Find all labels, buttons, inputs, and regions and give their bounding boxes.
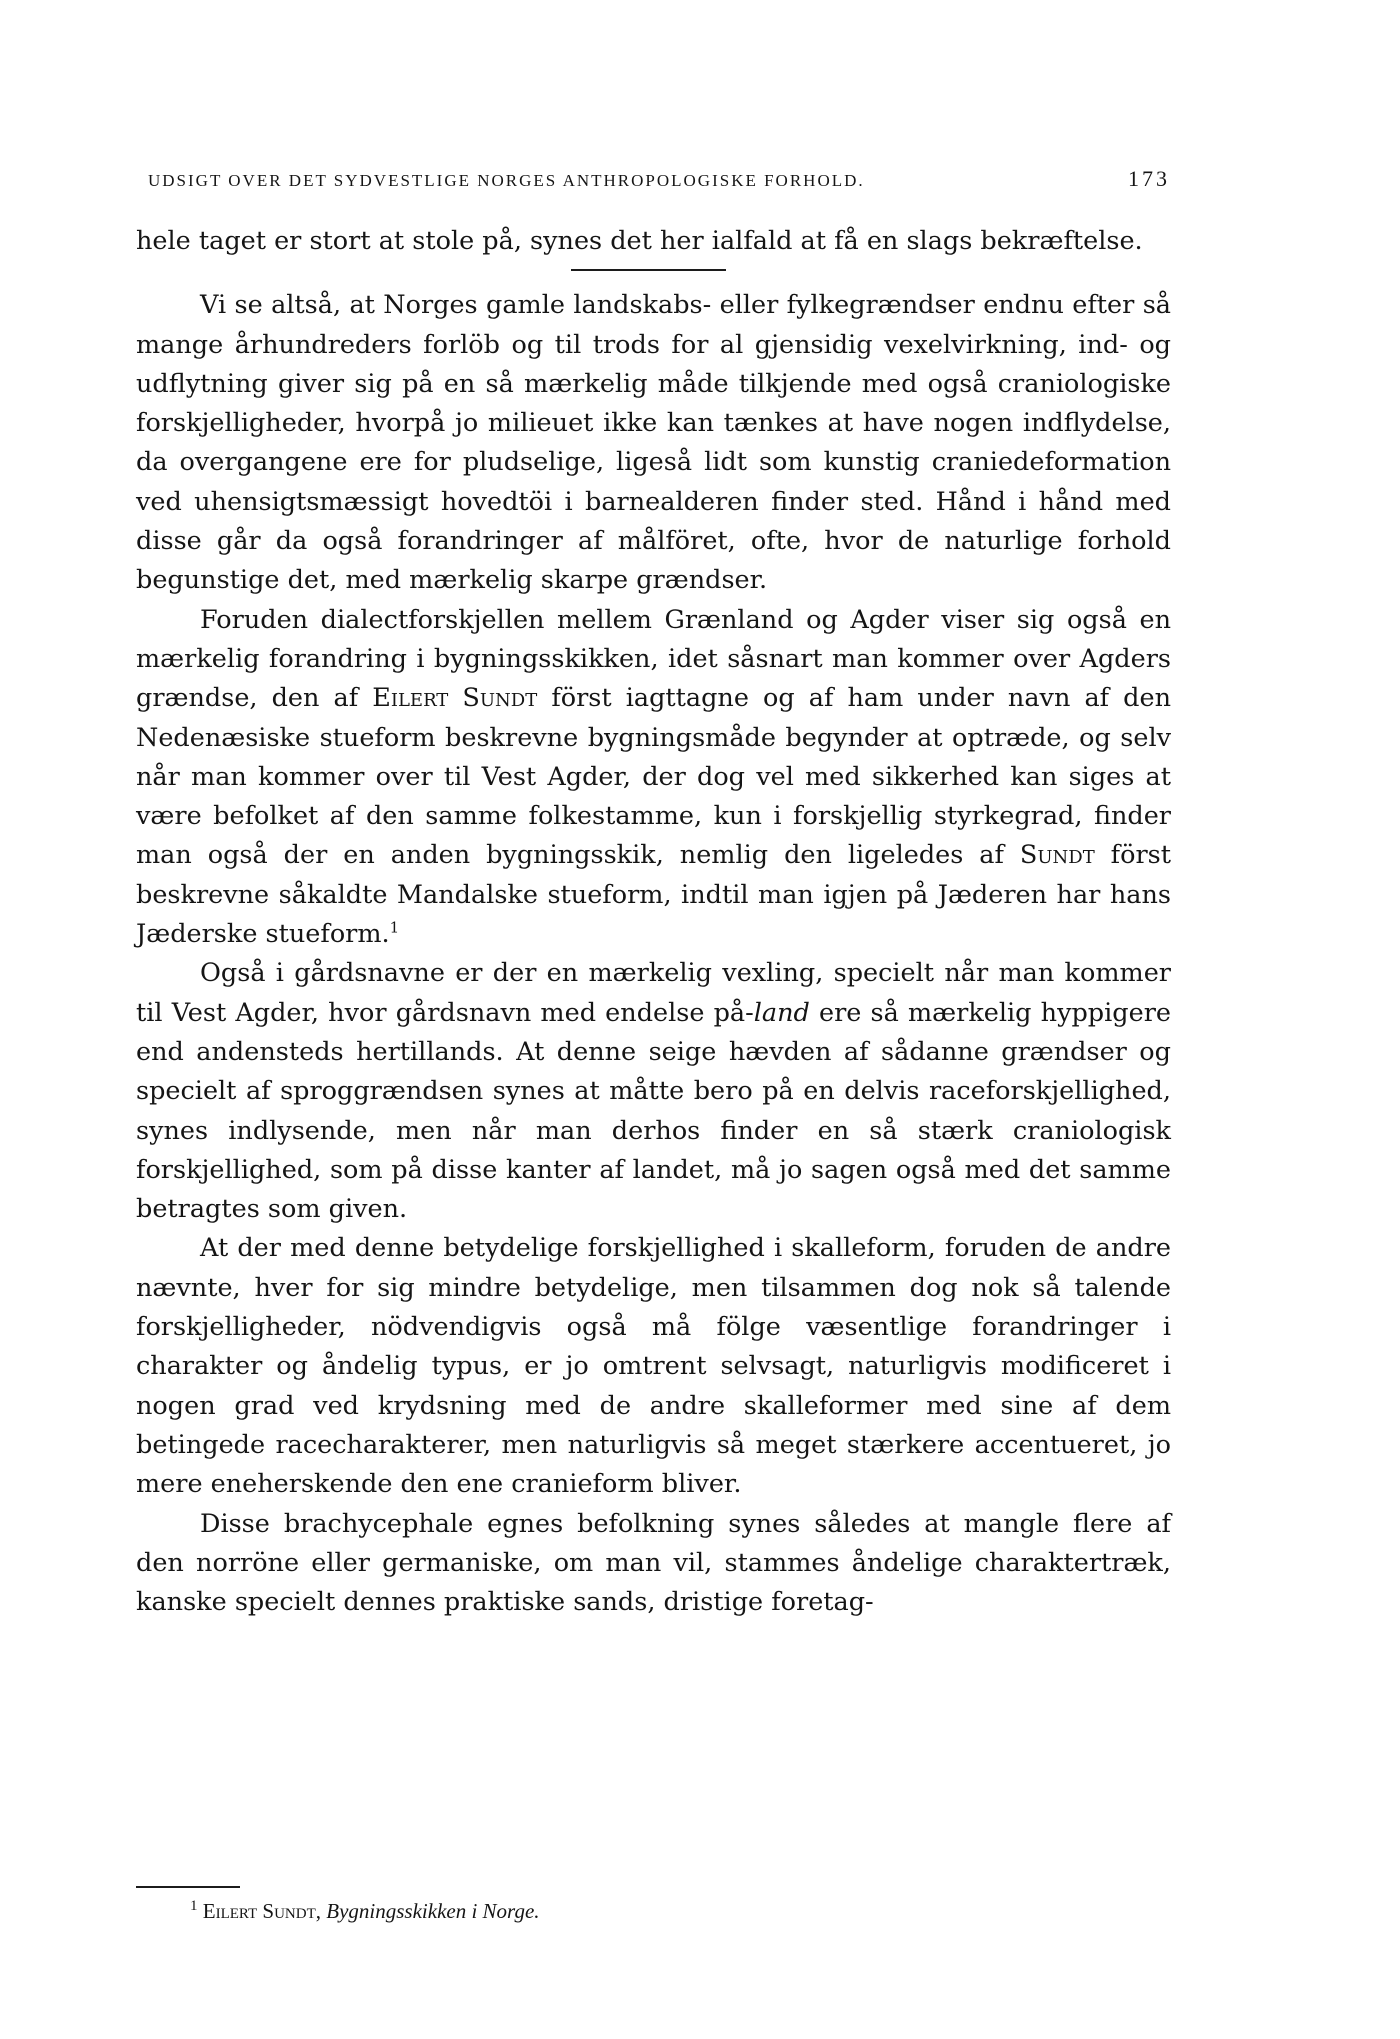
paragraph: Vi se altså, at Norges gamle landskabs- eller fylkegrændser endnu efter så mange århundreders forlöb og til trods for al gjensidig vexelvirkning, ind- og udflytning giver sig på en så mærkelig måde tilkjende med også craniologiske forskjelligheder, hvorpå jo milieuet ikke kan tænkes at have nogen indflydelse, da overgangene ere for pludselige, ligeså lidt som kunstig craniedeformation ved uhensigtsmæssigt hovedtöi i barnealderen finder sted. Hånd i hånd med disse går da også forandringer af målföret, ofte, hvor de naturlige forhold begunstige det, med mærkelig skarpe grændser. [136, 290, 1171, 596]
paragraph-text: först beskrevne såkaldte Mandalske stueform, indtil man igjen på Jæderen har hans Jæderske stueform. [136, 840, 1171, 950]
footnote-author: Eilert Sundt, [202, 1899, 322, 1923]
footnote [190, 1899, 540, 1924]
paragraph-text: Foruden dialectforskjellen mellem Grænland og Agder viser sig også en mærkelig forandring i bygningsskikken, idet såsnart man kommer over Agders grændse, den af [136, 604, 1171, 714]
emphasis: land [753, 997, 810, 1028]
running-header [148, 166, 1170, 192]
author-name: Eilert Sundt [372, 683, 538, 714]
paragraph [136, 954, 1171, 1229]
paragraph-continued: hele taget er stort at stole på, synes det her ialfald at få en slags bekræftelse. [136, 226, 1143, 256]
section-divider [571, 269, 726, 271]
paragraph: Disse brachycephale egnes befolkning synes således at mangle flere af den norröne eller germaniske, om man vil, stammes åndelige charaktertræk, kanske specielt dennes praktiske sands, dristige foretag- [136, 1508, 1171, 1618]
paragraph-text: Også i gårdsnavne er der en mærkelig vexling, specielt når man kommer til Vest Agder, hvor gårdsnavn med endelse på- [136, 958, 1171, 1028]
paragraph: At der med denne betydelige forskjellighed i skalleform, foruden de andre nævnte, hver for sig mindre betydelige, men tilsammen dog nok så talende forskjelligheder, nödvendigvis også må fölge væsentlige forandringer i charakter og åndelig typus, er jo omtrent selvsagt, naturligvis modificeret i nogen grad ved krydsning med de andre skalleformer med sine af dem betingede racecharakterer, men naturligvis så meget stærkere accentueret, jo mere eneherskende den ene cranieform bliver. [136, 1233, 1171, 1500]
footnote-reference: 1 [389, 918, 400, 937]
page-number: 173 [1128, 166, 1170, 191]
main-text [136, 222, 1171, 1622]
running-title: UDSIGT OVER DET SYDVESTLIGE NORGES ANTHROPOLOGISKE FORHOLD. [148, 171, 865, 190]
footnote-title: Bygningsskikken i Norge. [326, 1899, 540, 1923]
footnote-mark: 1 [190, 1898, 198, 1914]
paragraph-text: först iagttagne og af ham under navn af den Nedenæsiske stueform beskrevne bygningsmåde begynder at optræde, og selv når man kommer over til Vest Agder, der dog vel med sikkerhed kan siges at være befolket af den samme folkestamme, kun i forskjellig styrkegrad, finder man også der en anden bygningsskik, nemlig den ligeledes af [136, 683, 1172, 871]
footnote-divider [136, 1886, 240, 1888]
author-name: Sundt [1019, 840, 1095, 871]
paragraph-text: ere så mærkelig hyppigere end andensteds hertillands. At denne seige hævden af sådanne grændser og specielt af sproggrændsen synes at måtte bero på en delvis raceforskjellighed, synes indlysende, men når man derhos finder en så stærk craniologisk forskjellighed, som på disse kanter af landet, må jo sagen også med det samme betragtes som given. [136, 997, 1171, 1225]
paragraph [136, 601, 1171, 955]
